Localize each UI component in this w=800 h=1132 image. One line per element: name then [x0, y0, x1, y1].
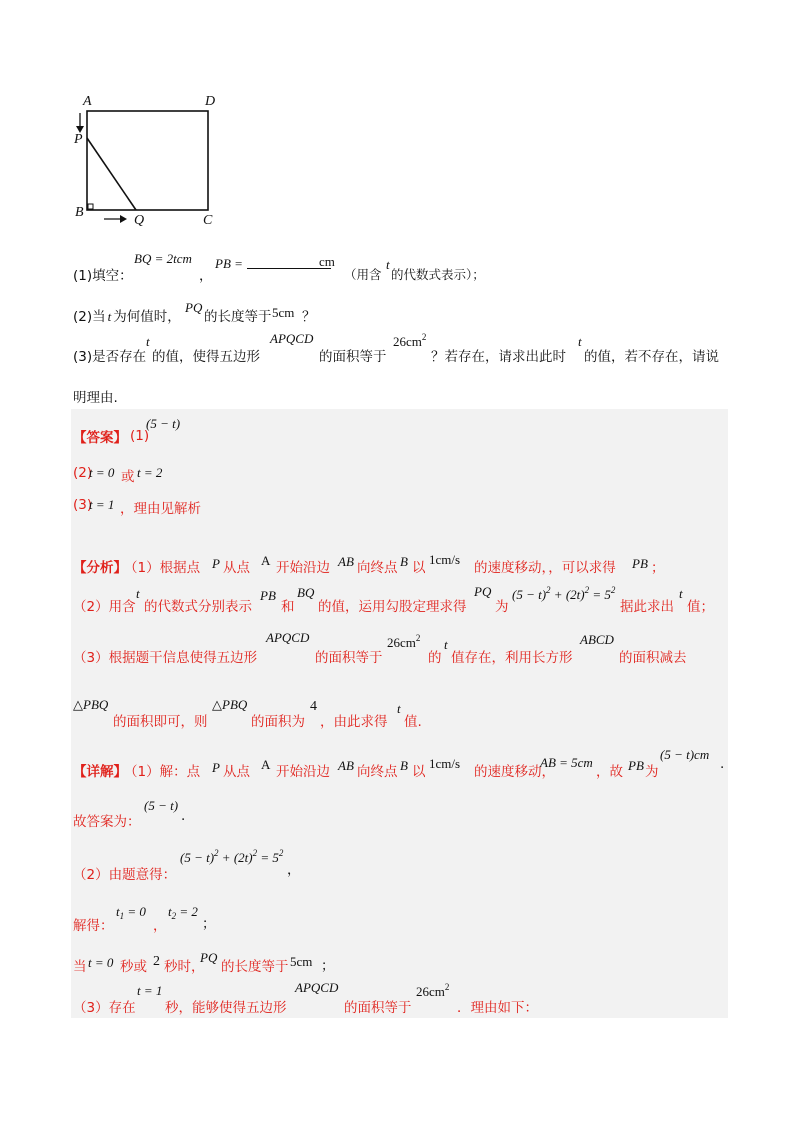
label-b: B — [75, 205, 84, 220]
analysis-tag: 【分析】 — [73, 560, 127, 576]
segment-pq — [87, 138, 136, 210]
analysis-equation: $(5 - t)^2 + (2t)^2 = 5^2$ — [512, 585, 616, 602]
answer-tag: 【答案】 — [73, 430, 127, 446]
right-arrow-icon — [104, 215, 127, 223]
right-angle-mark — [88, 204, 93, 209]
q1-bq-expr: BQ = 2tcm — [134, 251, 192, 266]
question-2: (2)当 t 为何值时， — [73, 309, 181, 325]
question-3: (3)是否存在 — [73, 349, 147, 365]
q1-pb-expr: PB = — [215, 256, 243, 271]
answer-2-t2: t = 2 — [137, 465, 163, 480]
geometry-figure — [70, 92, 230, 232]
label-a: A — [83, 94, 92, 109]
label-d: D — [205, 94, 216, 109]
answer-1: (5 − t) — [146, 416, 181, 431]
rectangle-abcd — [87, 111, 208, 210]
label-c: C — [203, 213, 213, 228]
answer-2-t1: t = 0 — [89, 465, 115, 480]
label-q: Q — [134, 213, 145, 228]
answer-3: t = 1 — [89, 497, 115, 512]
detail-equation: $(5 - t)^2 + (2t)^2 = 5^2$ — [180, 848, 284, 865]
detail-tag: 【详解】 — [73, 764, 127, 780]
label-p: P — [74, 132, 83, 147]
down-arrow-icon — [76, 113, 84, 133]
question-1: (1)填空： — [73, 268, 133, 284]
q1-unit: cm — [319, 254, 335, 269]
